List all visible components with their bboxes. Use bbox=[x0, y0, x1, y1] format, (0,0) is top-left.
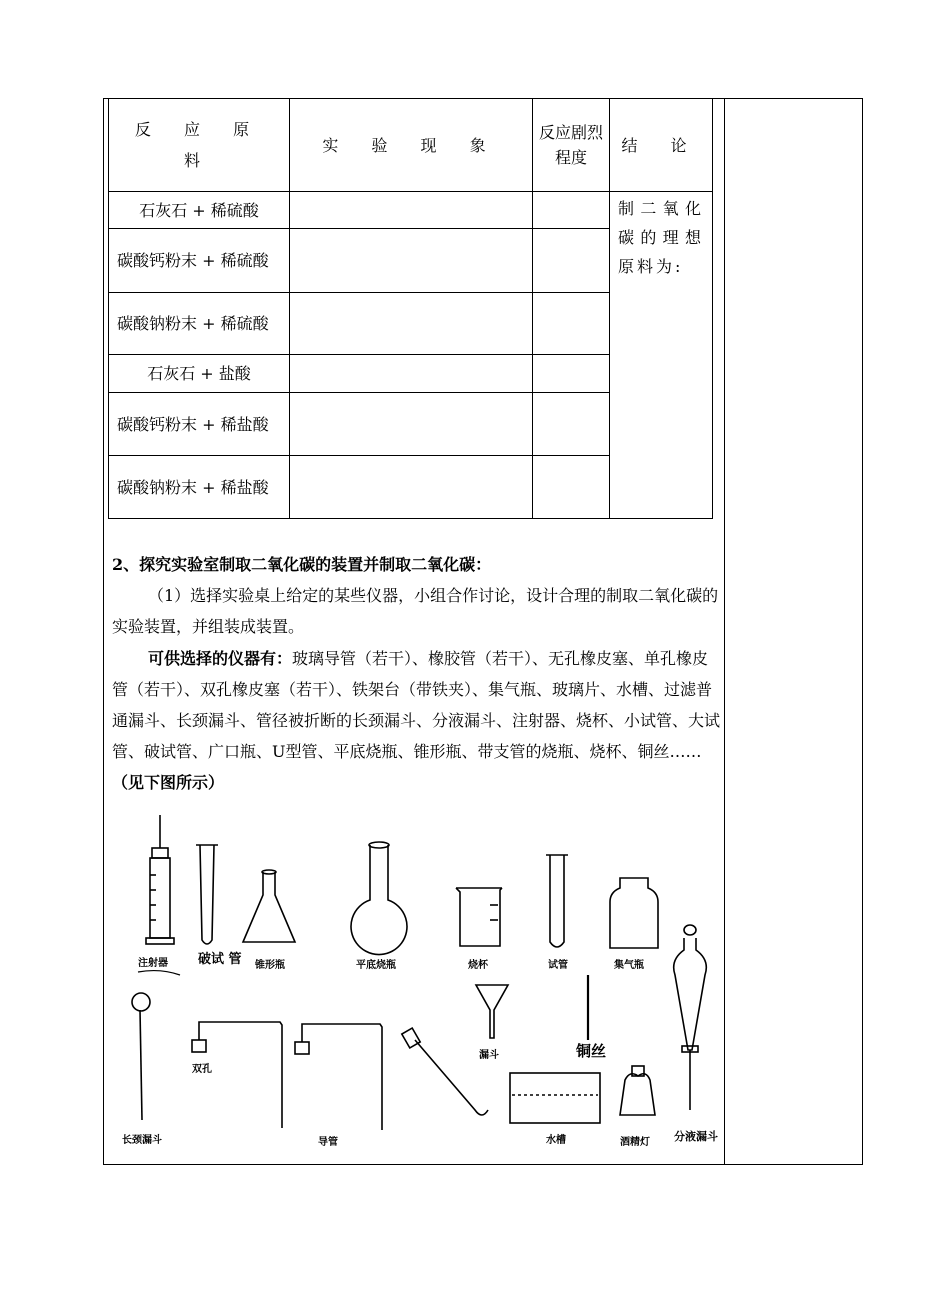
intensity-cell[interactable] bbox=[533, 192, 610, 229]
para2-end: （见下图所示） bbox=[112, 773, 225, 792]
section2-para2 bbox=[112, 643, 720, 798]
conduit-drawing bbox=[192, 1022, 282, 1128]
label-water-trough: 水槽 bbox=[546, 1135, 566, 1146]
para2-lead: 可供选择的仪器有： bbox=[148, 649, 293, 668]
row-material: 碳酸钠粉末 + 稀盐酸 bbox=[109, 456, 290, 519]
label-syringe: 注射器 bbox=[138, 958, 168, 969]
phenomenon-cell[interactable] bbox=[290, 192, 533, 229]
apparatus-illustration bbox=[110, 810, 730, 1160]
conduit-drawing bbox=[295, 1024, 382, 1130]
label-long-funnel: 长颈漏斗 bbox=[122, 1135, 162, 1146]
label-conical-flask: 锥形瓶 bbox=[255, 960, 285, 971]
row-material: 碳酸钠粉末 + 稀硫酸 bbox=[109, 293, 290, 355]
header-conclusion: 结 论 bbox=[610, 99, 713, 192]
gas-jar-drawing bbox=[610, 878, 658, 948]
label-separatory-funnel: 分液漏斗 bbox=[674, 1130, 718, 1143]
phenomenon-cell[interactable] bbox=[290, 456, 533, 519]
flat-flask-drawing bbox=[351, 842, 407, 955]
section2-title: 2、探究实验室制取二氧化碳的装置并制取二氧化碳： bbox=[112, 555, 492, 574]
phenomenon-cell[interactable] bbox=[290, 229, 533, 293]
label-test-tube: 试管 bbox=[548, 960, 568, 971]
row-material: 碳酸钙粉末 + 稀硫酸 bbox=[109, 229, 290, 293]
label-alcohol-lamp: 酒精灯 bbox=[620, 1137, 650, 1148]
label-broken-tube: 破试 管 bbox=[198, 952, 242, 967]
long-funnel-drawing bbox=[132, 993, 150, 1120]
broken-tube-drawing bbox=[196, 845, 218, 944]
label-underline bbox=[138, 971, 180, 975]
alcohol-lamp-drawing bbox=[620, 1066, 655, 1115]
label-copper-wire: 铜丝 bbox=[576, 1042, 607, 1060]
water-trough-drawing bbox=[510, 1073, 600, 1123]
beaker-drawing bbox=[456, 888, 502, 946]
label-gas-jar: 集气瓶 bbox=[614, 960, 644, 971]
reaction-table bbox=[108, 98, 713, 519]
intensity-cell[interactable] bbox=[533, 393, 610, 456]
label-funnel: 漏斗 bbox=[479, 1050, 499, 1061]
label-flat-flask: 平底烧瓶 bbox=[356, 960, 396, 971]
syringe-drawing bbox=[146, 815, 174, 944]
para2-body: 玻璃导管（若干）、橡胶管（若干）、无孔橡皮塞、单孔橡皮管（若干）、双孔橡皮塞（若干）、铁架台（带铁夹）、集气瓶、玻璃片、水槽、过滤普通漏斗、长颈漏斗、管径被折断的长颈漏斗、分液漏斗、注射器、烧杯、小试管、大试管、破试管、广口瓶、U型管、平底烧瓶、锥形瓶、带支管的烧瓶、烧杯、铜丝…… bbox=[112, 649, 721, 761]
phenomenon-cell[interactable] bbox=[290, 293, 533, 355]
intensity-cell[interactable] bbox=[533, 456, 610, 519]
header-intensity: 反应剧烈程度 bbox=[533, 99, 610, 192]
label-conduit: 导管 bbox=[318, 1137, 338, 1148]
label-beaker: 烧杯 bbox=[468, 960, 488, 971]
intensity-cell[interactable] bbox=[533, 355, 610, 393]
intensity-cell[interactable] bbox=[533, 293, 610, 355]
bent-tube-drawing bbox=[402, 1028, 488, 1115]
phenomenon-cell[interactable] bbox=[290, 393, 533, 456]
row-material: 石灰石 + 稀硫酸 bbox=[109, 192, 290, 229]
header-phenomena: 实 验 现 象 bbox=[290, 99, 533, 192]
test-tube-drawing bbox=[546, 855, 568, 947]
separatory-funnel-drawing bbox=[674, 925, 707, 1110]
conclusion-cell[interactable]: 制二氧化碳的理想原料为: bbox=[610, 192, 713, 519]
intensity-cell[interactable] bbox=[533, 229, 610, 293]
conical-flask-drawing bbox=[243, 870, 295, 942]
label-two-hole: 双孔 bbox=[192, 1064, 212, 1075]
funnel-drawing bbox=[476, 985, 508, 1038]
section2-para1: （1）选择实验桌上给定的某些仪器，小组合作讨论，设计合理的制取二氧化碳的实验装置，并组装成装置。 bbox=[112, 586, 719, 636]
row-material: 碳酸钙粉末 + 稀盐酸 bbox=[109, 393, 290, 456]
row-material: 石灰石 + 盐酸 bbox=[109, 355, 290, 393]
phenomenon-cell[interactable] bbox=[290, 355, 533, 393]
header-materials: 反 应 原 料 bbox=[109, 99, 290, 192]
